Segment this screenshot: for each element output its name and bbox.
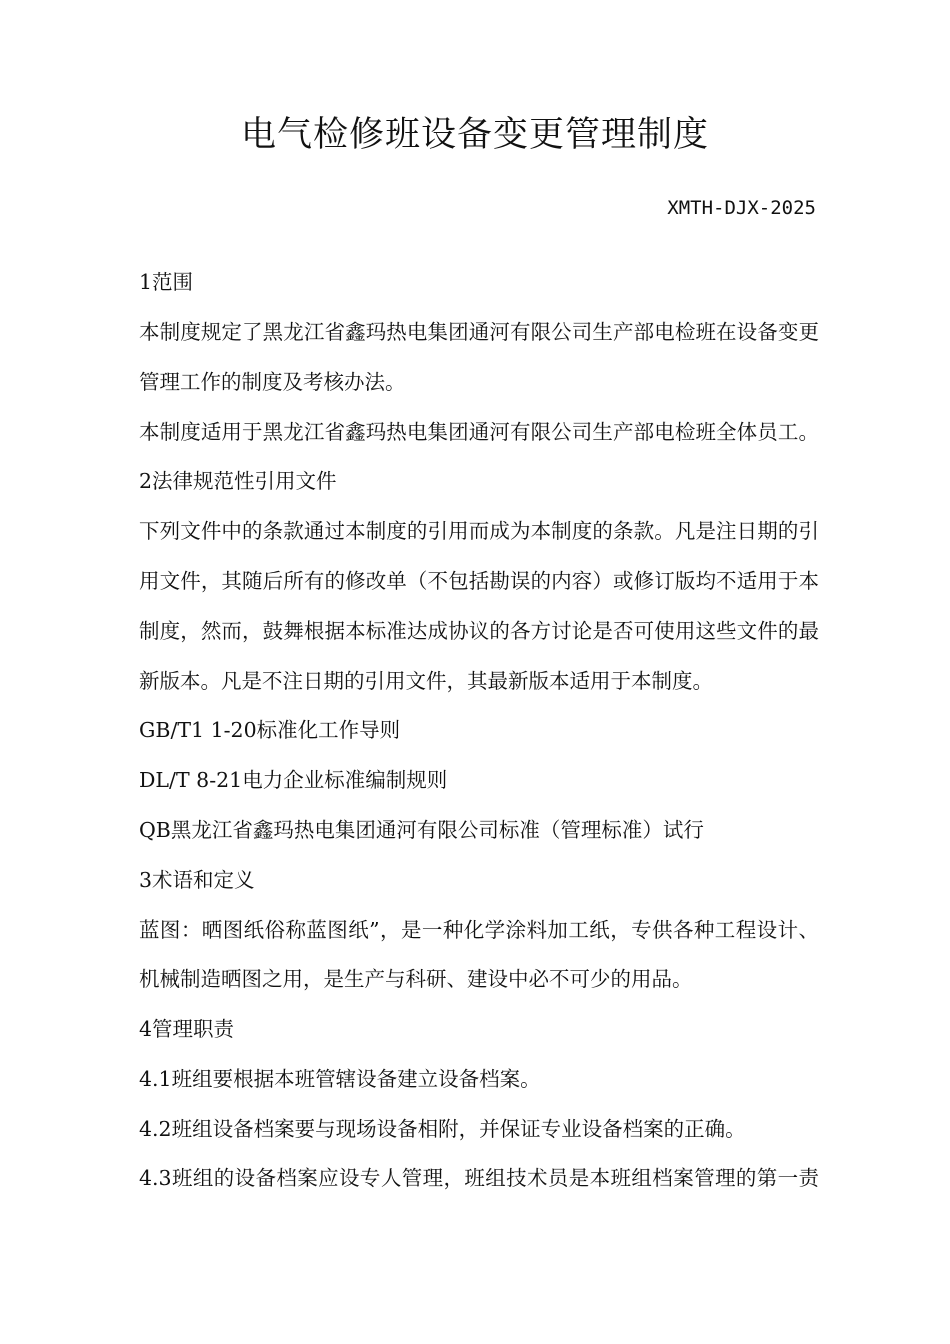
document-code: XMTH-DJX-2025	[667, 197, 816, 219]
reference-item: DL/T 8-21电力企业标准编制规则	[139, 768, 448, 792]
paragraph-line: 管理工作的制度及考核办法。	[139, 370, 406, 394]
paragraph-line: 用文件，其随后所有的修改单（不包括勘误的内容）或修订版均不适用于本	[139, 569, 819, 593]
paragraph-line: 制度，然而，鼓舞根据本标准达成协议的各方讨论是否可使用这些文件的最	[139, 619, 819, 643]
section-heading-terms: 3术语和定义	[139, 868, 255, 892]
paragraph-line: 本制度规定了黑龙江省鑫玛热电集团通河有限公司生产部电检班在设备变更	[139, 320, 819, 344]
reference-item: QB黑龙江省鑫玛热电集团通河有限公司标准（管理标准）试行	[139, 818, 704, 842]
section-heading-references: 2法律规范性引用文件	[139, 469, 337, 493]
paragraph-line: 机械制造晒图之用，是生产与科研、建设中必不可少的用品。	[139, 967, 693, 991]
paragraph-line: 新版本。凡是不注日期的引用文件，其最新版本适用于本制度。	[139, 669, 713, 693]
reference-item: GB/T1 1-20标准化工作导则	[139, 718, 401, 742]
section-heading-scope: 1范围	[139, 270, 194, 294]
paragraph-line: 本制度适用于黑龙江省鑫玛热电集团通河有限公司生产部电检班全体员工。	[139, 420, 819, 444]
paragraph-line: 下列文件中的条款通过本制度的引用而成为本制度的条款。凡是注日期的引	[139, 519, 819, 543]
clause-item: 4.2班组设备档案要与现场设备相附，并保证专业设备档案的正确。	[139, 1117, 746, 1141]
document-title: 电气检修班设备变更管理制度	[240, 115, 709, 155]
clause-item: 4.3班组的设备档案应设专人管理，班组技术员是本班组档案管理的第一责	[139, 1166, 819, 1190]
paragraph-line: 蓝图：晒图纸俗称蓝图纸”，是一种化学涂料加工纸，专供各种工程设计、	[139, 918, 819, 942]
section-heading-responsibilities: 4管理职责	[139, 1017, 235, 1041]
clause-item: 4.1班组要根据本班管辖设备建立设备档案。	[139, 1067, 541, 1091]
